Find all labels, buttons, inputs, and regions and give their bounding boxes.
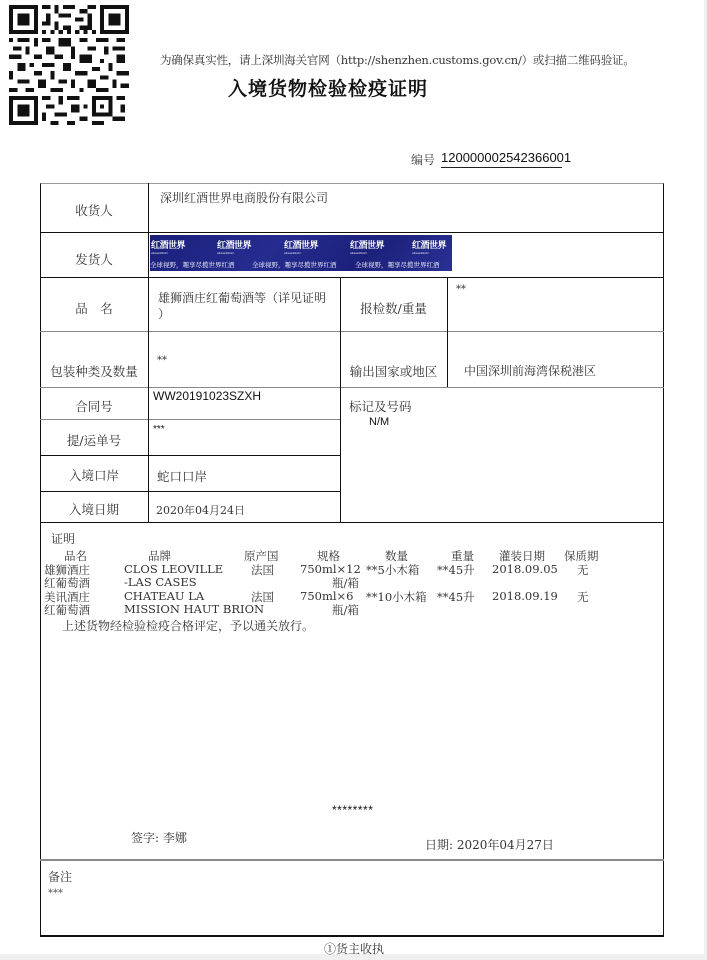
verification-notice: 为确保真实性，请上深圳海关官网（http://shenzhen.customs.gov.cn/）或扫描二维码验证。 (160, 53, 635, 67)
column-header: 规格 (317, 549, 340, 563)
brand-logo: 红酒世界 wine-world.com (151, 241, 186, 255)
cell-spec: 750ml×12 (300, 562, 361, 576)
cell-product-name: 雄狮酒庄 (44, 563, 90, 577)
column-header: 数量 (385, 549, 408, 563)
bill-of-lading-label: 提/运单号 (66, 433, 122, 448)
cell-brand: CLOS LEOVILLE (124, 562, 224, 576)
cell-spec: 750ml×6 (300, 589, 354, 603)
entry-date-label: 入境日期 (68, 502, 119, 517)
consignor-logo-banner (150, 235, 452, 271)
brand-logo: 红酒世界 wine-world.com (217, 241, 252, 255)
column-header: 保质期 (564, 549, 599, 563)
quantity-weight-label: 报检数/重量 (360, 301, 427, 316)
cell-bottling-date: 2018.09.05 (492, 562, 558, 576)
brand-logo: 红酒世界 wine-world.com (284, 241, 319, 255)
cell-product-name: 美讯酒庄 (44, 590, 90, 604)
cell-brand: CHATEAU LA (124, 589, 205, 603)
cell-product-name: 红葡萄酒 (44, 576, 90, 590)
cell-spec: 瓶/箱 (332, 603, 359, 617)
certificate-statement: 上述货物经检验检疫合格评定，予以通关放行。 (62, 619, 315, 633)
brand-logo: 红酒世界 wine-world.com (412, 241, 447, 255)
origin-country-label: 输出国家或地区 (349, 364, 438, 379)
contract-number-value: WW20191023SZXH (153, 389, 262, 403)
copy-designation: ①货主收执 (324, 942, 385, 956)
serial-number-value: 120000002542366001 (441, 150, 562, 168)
marks-numbers-value: N/M (369, 416, 390, 428)
cell-shelf-life: 无 (577, 563, 589, 577)
packaging-value: ** (157, 355, 167, 366)
consignee-label: 收货人 (75, 203, 113, 218)
cell-quantity: **10小木箱 (366, 590, 427, 604)
bill-of-lading-value: *** (153, 424, 165, 435)
row-divider (40, 522, 664, 523)
row-divider (40, 277, 664, 278)
product-name-value-line2: ） (158, 307, 171, 321)
marks-numbers-label: 标记及号码 (349, 399, 412, 414)
cell-product-name: 红葡萄酒 (44, 603, 90, 617)
qr-code-icon[interactable] (9, 5, 129, 125)
quantity-weight-value: ** (456, 284, 466, 295)
column-header: 重量 (451, 549, 474, 563)
col-divider (148, 183, 149, 522)
column-header: 品名 (64, 549, 87, 563)
packaging-label: 包装种类及数量 (50, 364, 138, 379)
brand-slogan: 全球视野，趣享尽揽世界红酒 (355, 261, 440, 269)
row-divider (40, 455, 340, 456)
document-title: 入境货物检验检疫证明 (228, 78, 429, 100)
cell-weight: **45升 (437, 590, 475, 604)
signature: 签字: 李娜 (131, 831, 187, 845)
cell-shelf-life: 无 (577, 590, 589, 604)
product-name-value-line1: 雄狮酒庄红葡萄酒等（详见证明 (158, 291, 327, 305)
column-header: 品牌 (148, 549, 171, 563)
cell-bottling-date: 2018.09.19 (492, 589, 558, 603)
cell-origin: 法国 (251, 590, 274, 604)
row-divider (40, 387, 664, 388)
origin-country-value: 中国深圳前海湾保税港区 (464, 364, 597, 378)
cell-quantity: **5小木箱 (366, 563, 420, 577)
brand-slogan: 全球视野，趣享尽揽世界红酒 (150, 261, 235, 269)
row-divider (40, 491, 340, 492)
cell-brand: MISSION HAUT BRION (124, 602, 265, 616)
consignor-label: 发货人 (75, 252, 113, 267)
cell-spec: 瓶/箱 (332, 576, 359, 590)
remarks-value: *** (48, 888, 63, 899)
consignee-value: 深圳红酒世界电商股份有限公司 (160, 191, 329, 205)
column-header: 原产国 (244, 549, 279, 563)
issue-date: 日期: 2020年04月27日 (425, 838, 554, 852)
col-divider (447, 277, 448, 387)
entry-port-value: 蛇口口岸 (157, 469, 208, 484)
cell-brand: -LAS CASES (124, 575, 197, 589)
product-name-label: 品 名 (75, 301, 113, 316)
row-divider (40, 331, 664, 332)
entry-port-label: 入境口岸 (68, 468, 119, 483)
row-divider (40, 419, 340, 420)
entry-date-value: 2020年04月24日 (156, 504, 245, 517)
cell-origin: 法国 (251, 563, 274, 577)
row-divider (40, 859, 664, 861)
certificate-section-title: 证明 (51, 532, 76, 546)
row-divider (40, 232, 664, 233)
brand-slogan: 全球视野，趣享尽揽世界红酒 (252, 261, 337, 269)
cell-weight: **45升 (437, 563, 475, 577)
column-header: 灌装日期 (499, 549, 545, 563)
brand-logo: 红酒世界 wine-world.com (350, 241, 385, 255)
masked-stamp: ******** (332, 803, 374, 817)
serial-number-label: 编号 (411, 153, 436, 167)
remarks-label: 备注 (48, 870, 73, 884)
contract-number-label: 合同号 (75, 399, 113, 414)
